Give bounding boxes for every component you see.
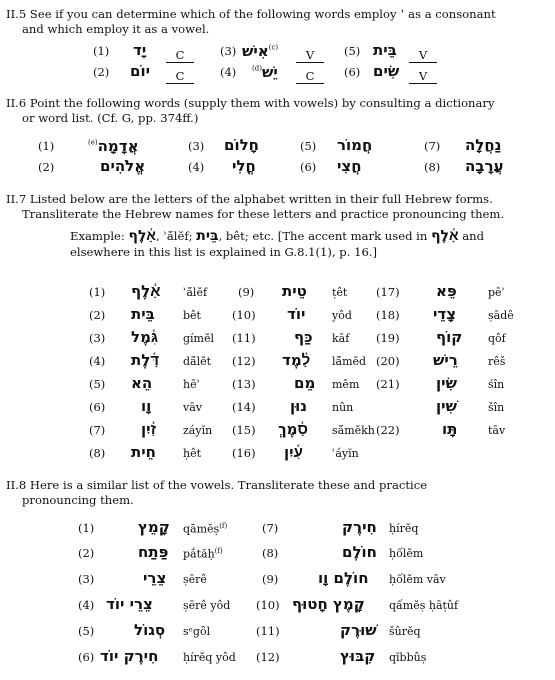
- item-number: (1): [38, 139, 55, 153]
- item-number: (7): [262, 521, 279, 535]
- hebrew-letter-name: תָּו: [442, 420, 458, 438]
- hebrew-word-wrap: [242, 41, 278, 60]
- transliteration: qāmĕṣ$^{(f)}$: [183, 522, 228, 536]
- answer-blank: V: [409, 65, 437, 84]
- hebrew-vowel-name: קָמֵץ: [138, 518, 170, 536]
- example-label: Example:: [70, 229, 125, 243]
- item-number: (8): [424, 160, 441, 174]
- item-number: (15): [232, 423, 256, 437]
- hebrew-word: אָ֫לֶף: [431, 228, 459, 244]
- hebrew-word: עֲרָבָה: [465, 157, 504, 175]
- instruction-text: as a consonant: [408, 7, 496, 21]
- transliteration: vāv: [183, 401, 202, 414]
- hebrew-letter-name: כַּף: [294, 328, 313, 346]
- item-number: (18): [376, 308, 400, 322]
- transliteration: ḥírĕq: [389, 522, 419, 535]
- hebrew-vowel-name: צֵרֵי: [143, 569, 167, 587]
- item-number: (2): [89, 308, 106, 322]
- hebrew-letter-name: לָ֫מֶד: [282, 351, 311, 369]
- transliteration: rêš: [488, 355, 506, 368]
- item-number: (4): [89, 354, 106, 368]
- transliteration: bêt: [183, 309, 201, 322]
- hebrew-word-wrap: [88, 136, 139, 155]
- hebrew-letter-name: שִׁין: [436, 397, 457, 415]
- transliteration: šûrĕq: [389, 625, 421, 638]
- item-number: (4): [220, 65, 237, 79]
- hebrew-word: אֱלֹהִים: [100, 157, 146, 175]
- transliteration: kāf: [332, 332, 350, 345]
- transliteration: ṣādê: [488, 309, 514, 322]
- item-number: (4): [188, 160, 205, 174]
- item-number: (8): [89, 446, 106, 460]
- item-number: (7): [89, 423, 106, 437]
- hebrew-word: חָלוֹם: [224, 136, 259, 154]
- item-number: (13): [232, 377, 256, 391]
- hebrew-letter-name: הֵא: [131, 374, 153, 392]
- aleph-mark: ʾ: [400, 7, 405, 21]
- answer-blank: C: [296, 65, 324, 84]
- item-number: (11): [232, 331, 256, 345]
- example-text: and: [462, 229, 485, 243]
- hebrew-vowel-name: סְגוֹל: [134, 621, 166, 639]
- instruction-text: Here is a similar list of the vowels. Transliterate these and practice: [29, 478, 428, 492]
- footnote-marker: (d): [252, 64, 262, 73]
- transliteration: ḥírĕq yôd: [183, 651, 236, 664]
- transliteration: yôd: [332, 309, 352, 322]
- instruction-text: or word list. (Cf. G, pp. 374ff.): [22, 111, 199, 125]
- transliteration: hēʾ: [183, 378, 200, 391]
- item-number: (16): [232, 446, 256, 460]
- hebrew-word: יֵשׁ: [261, 63, 278, 81]
- hebrew-letter-name: מֵם: [294, 374, 316, 392]
- section-number: II.6: [6, 96, 27, 110]
- item-number: (5): [89, 377, 106, 391]
- item-number: (2): [93, 65, 110, 79]
- item-number: (5): [78, 624, 95, 638]
- instruction-text: Point the following words (supply them with vowels) by consulting a dictionary: [29, 96, 495, 110]
- transliteration: ṭêt: [332, 286, 348, 299]
- hebrew-letter-name: קוֹף: [436, 328, 463, 346]
- item-number: (6): [78, 650, 95, 664]
- hebrew-letter-name: יוֹד: [287, 305, 306, 323]
- hebrew-letter-name: גִּ֫מֶל: [131, 328, 159, 346]
- section-number: II.7: [6, 192, 27, 206]
- hebrew-word: אָ֫לֶף: [128, 228, 156, 244]
- item-number: (12): [256, 650, 280, 664]
- transliteration: ḥốlĕm: [389, 547, 424, 560]
- hebrew-letter-name: דָּ֫לֶת: [131, 351, 160, 369]
- hebrew-word: נַחֲלָה: [465, 136, 502, 154]
- hebrew-word-wrap: [252, 62, 278, 81]
- hebrew-letter-name: וָו: [141, 397, 152, 415]
- item-number: (10): [256, 598, 280, 612]
- hebrew-vowel-name: קִבּוּץ: [340, 647, 376, 665]
- item-number: (5): [344, 44, 361, 58]
- hebrew-word: אִישׁ: [242, 42, 269, 60]
- answer-blank: V: [296, 44, 324, 63]
- item-number: (8): [262, 546, 279, 560]
- hebrew-vowel-name: קָמֶץ חָטוּף: [292, 595, 365, 613]
- transliteration: záyĭn: [183, 424, 213, 437]
- item-number: (3): [188, 139, 205, 153]
- transliteration: śîn: [488, 378, 505, 391]
- transliteration: tāv: [488, 424, 506, 437]
- transliteration: ḥêt: [183, 447, 202, 460]
- transliteration: ḥốlĕm vāv: [389, 573, 446, 586]
- hebrew-word: אֲדָמָה: [97, 137, 139, 155]
- item-number: (3): [220, 44, 237, 58]
- footnote-marker: (f): [214, 547, 223, 555]
- hebrew-letter-name: עַ֫יִן: [284, 443, 303, 461]
- hebrew-letter-name: נוּן: [290, 397, 308, 415]
- item-number: (6): [89, 400, 106, 414]
- transliteration: ṣērê yôd: [183, 599, 231, 612]
- item-number: (22): [376, 423, 400, 437]
- footnote-marker: (f): [219, 522, 228, 530]
- hebrew-word: חֲמוֹר: [337, 136, 373, 154]
- section-number: II.8: [6, 478, 27, 492]
- item-number: (1): [89, 285, 106, 299]
- transliteration: dā́lĕt: [183, 355, 212, 368]
- hebrew-vowel-name: פַּתַח: [138, 543, 169, 561]
- transliteration: qôf: [488, 332, 506, 345]
- item-number: (17): [376, 285, 400, 299]
- example-line: [70, 229, 484, 243]
- item-number: (11): [256, 624, 280, 638]
- hebrew-vowel-name: חוֹלֶם: [342, 543, 377, 561]
- item-number: (9): [262, 572, 279, 586]
- item-number: (2): [78, 546, 95, 560]
- example-line: elsewhere in this list is explained in G.8.1(1), p. 16.]: [70, 245, 378, 259]
- transliteration: pēʾ: [488, 286, 505, 299]
- hebrew-letter-name: צָדֵי: [433, 305, 457, 323]
- hebrew-letter-name: פֵּא: [436, 282, 457, 300]
- item-number: (14): [232, 400, 256, 414]
- hebrew-letter-name: חֵית: [131, 443, 156, 461]
- item-number: (10): [232, 308, 256, 322]
- item-number: (4): [78, 598, 95, 612]
- hebrew-letter-name: זַ֫יִן: [141, 420, 157, 438]
- item-number: (21): [376, 377, 400, 391]
- transliteration: , ʾā́lĕf;: [155, 229, 193, 243]
- item-number: (5): [300, 139, 317, 153]
- hebrew-word: יוֹם: [130, 62, 151, 80]
- instruction-text: See if you can determine which of the following words employ: [29, 7, 397, 21]
- hebrew-letter-name: בֵּית: [131, 305, 155, 323]
- hebrew-vowel-name: שׁוּרֶק: [340, 621, 377, 639]
- instruction-text: pronouncing them.: [22, 493, 134, 507]
- instruction-text: Listed below are the letters of the alphabet written in their full Hebrew forms.: [29, 192, 493, 206]
- hebrew-letter-name: שִׂין: [436, 374, 457, 392]
- transliteration: ṣērê: [183, 573, 207, 586]
- hebrew-vowel-name: חִירֶק: [342, 518, 377, 536]
- hebrew-letter-name: אָ֫לֶף: [131, 282, 161, 300]
- hebrew-word: חֲצִי: [337, 157, 362, 175]
- transliteration: qĭbbûṣ: [389, 651, 427, 664]
- transliteration: nûn: [332, 401, 354, 414]
- item-number: (6): [300, 160, 317, 174]
- hebrew-vowel-name: חִירֶק יוֹד: [100, 647, 159, 665]
- transliteration: lā́mĕd: [332, 355, 367, 368]
- section-2-7-heading: [6, 192, 493, 206]
- transliteration: ʿáyĭn: [332, 447, 359, 460]
- transliteration: qấmĕṣ ḥāṭûf: [389, 599, 459, 612]
- item-number: (20): [376, 354, 400, 368]
- footnote-marker: (c): [268, 43, 279, 52]
- hebrew-letter-name: סָ֫מֶךְ: [278, 420, 308, 438]
- hebrew-word: יָד: [133, 41, 147, 59]
- transliteration: sā́mĕkh: [332, 424, 375, 437]
- answer-blank: C: [166, 65, 194, 84]
- hebrew-letter-name: טֵית: [282, 282, 307, 300]
- hebrew-word: חֳלִי: [232, 157, 256, 175]
- transliteration: , bêt; etc. [The accent mark used in: [218, 229, 428, 243]
- transliteration: sᵉgôl: [183, 625, 211, 638]
- answer-blank: C: [166, 44, 194, 63]
- answer-blank: V: [409, 44, 437, 63]
- section-2-5-heading: [6, 7, 496, 21]
- footnote-marker: (e): [88, 138, 98, 147]
- hebrew-word: בֵּית: [373, 41, 397, 59]
- section-number: II.5: [6, 7, 27, 21]
- item-number: (6): [344, 65, 361, 79]
- hebrew-word: בֵּית: [196, 228, 219, 244]
- item-number: (7): [424, 139, 441, 153]
- item-number: (3): [89, 331, 106, 345]
- item-number: (12): [232, 354, 256, 368]
- item-number: (19): [376, 331, 400, 345]
- transliteration: gímĕl: [183, 332, 215, 345]
- item-number: (2): [38, 160, 55, 174]
- item-number: (9): [238, 285, 255, 299]
- hebrew-word: שִׂים: [373, 62, 400, 80]
- transliteration: mēm: [332, 378, 360, 391]
- hebrew-vowel-name: צֵרֵי יוֹד: [106, 595, 153, 613]
- hebrew-letter-name: רֵישׁ: [433, 351, 458, 369]
- transliteration: pắtăḥ$^{(f)}$: [183, 547, 223, 561]
- transliteration: ʾā́lĕf: [183, 286, 208, 299]
- item-number: (1): [78, 521, 95, 535]
- transliteration: šîn: [488, 401, 505, 414]
- item-number: (1): [93, 44, 110, 58]
- section-2-8-heading: [6, 478, 427, 492]
- instruction-text: and which employ it as a vowel.: [22, 22, 210, 36]
- hebrew-vowel-name: חוֹלֶם וָו: [318, 569, 369, 587]
- instruction-text: Transliterate the Hebrew names for these letters and practice pronouncing them.: [22, 207, 505, 221]
- section-2-6-heading: [6, 96, 495, 110]
- item-number: (3): [78, 572, 95, 586]
